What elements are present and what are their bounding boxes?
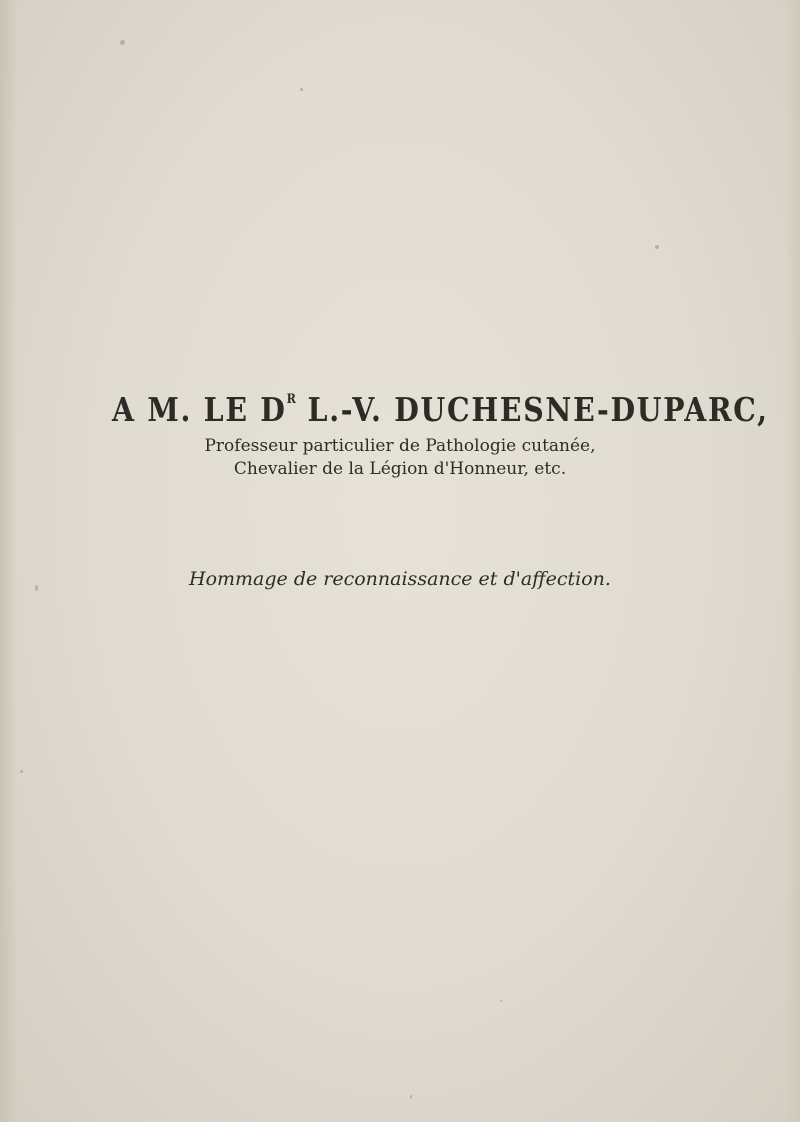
- paper-speck: [300, 88, 303, 91]
- dedication-heading: [112, 390, 769, 429]
- dedication-name: L.-V. DUCHESNE-DUPARC,: [295, 390, 769, 429]
- paper-speck: [120, 40, 125, 45]
- page-right-edge-shadow: [786, 0, 800, 1122]
- paper-speck: [410, 1095, 412, 1099]
- dedication-subtitle-line-2: Chevalier de la Légion d'Honneur, etc.: [233, 459, 567, 479]
- paper-speck: [655, 245, 659, 249]
- paper-speck: [500, 1000, 502, 1002]
- page-left-edge-shadow: [0, 0, 18, 1122]
- dedication-prefix: A M. LE D: [112, 390, 287, 429]
- paper-speck: [20, 770, 23, 773]
- dedication-subtitle-line-1: Professeur particulier de Pathologie cutanée,: [204, 436, 596, 456]
- hommage-line: Hommage de reconnaissance et d'affection.: [189, 568, 611, 590]
- dedication-superscript: R: [286, 392, 296, 407]
